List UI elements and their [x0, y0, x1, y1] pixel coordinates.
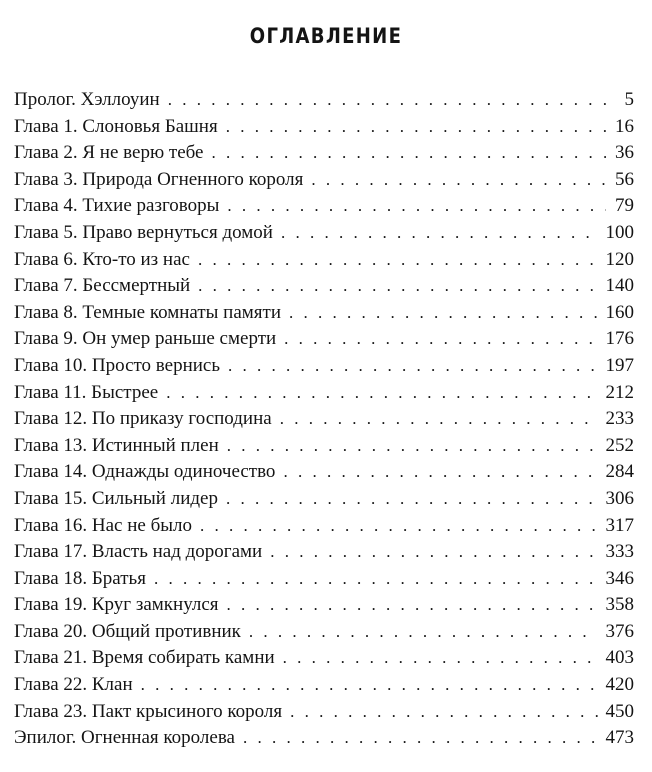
dot-leader [290, 699, 597, 726]
entry-page-number: 306 [605, 487, 634, 509]
entry-page-number: 346 [605, 567, 634, 589]
entry-title: Глава 20. Общий противник [14, 620, 241, 642]
entry-page-number: 16 [615, 115, 634, 137]
entry-page-number: 233 [605, 408, 634, 430]
toc-entry [14, 114, 634, 141]
entry-title: Глава 22. Клан [14, 674, 133, 696]
entry-title: Глава 15. Сильный лидер [14, 487, 218, 509]
toc-entry [14, 566, 634, 593]
toc-entry [14, 539, 634, 566]
toc-entry [14, 725, 634, 752]
entry-title: Глава 19. Круг замкнулся [14, 594, 219, 616]
toc-entry [14, 406, 634, 433]
entry-page-number: 420 [605, 674, 634, 696]
toc-entry [14, 167, 634, 194]
toc-entry [14, 353, 634, 380]
entry-title: Глава 18. Братья [14, 567, 146, 589]
dot-leader [141, 672, 598, 699]
page-title: ОГЛАВЛЕНИЕ [249, 24, 403, 49]
entry-page-number: 358 [605, 594, 634, 616]
toc-entry [14, 672, 634, 699]
entry-page-number: 376 [605, 620, 634, 642]
dot-leader [284, 326, 597, 353]
toc-entry [14, 87, 634, 114]
entry-page-number: 176 [605, 328, 634, 350]
toc-entry [14, 220, 634, 247]
entry-page-number: 317 [605, 514, 634, 536]
entry-title: Глава 14. Однажды одиночество [14, 461, 276, 483]
toc-entry [14, 592, 634, 619]
toc-entry [14, 459, 634, 486]
toc-entry [14, 486, 634, 513]
entry-page-number: 403 [605, 647, 634, 669]
toc-entry [14, 247, 634, 274]
dot-leader [311, 167, 606, 194]
toc-entry [14, 645, 634, 672]
entry-page-number: 160 [605, 301, 634, 323]
toc-list [14, 87, 634, 752]
entry-title: Глава 23. Пакт крысиного короля [14, 700, 283, 722]
dot-leader [166, 380, 597, 407]
dot-leader [228, 353, 597, 380]
entry-page-number: 252 [605, 434, 634, 456]
entry-title: Глава 12. По приказу господина [14, 408, 272, 430]
dot-leader [283, 459, 597, 486]
dot-leader [289, 300, 597, 327]
entry-page-number: 79 [615, 195, 634, 217]
entry-title: Пролог. Хэллоуин [14, 89, 160, 110]
dot-leader [198, 247, 598, 274]
toc-entry [14, 619, 634, 646]
entry-page-number: 36 [615, 142, 634, 164]
entry-title: Глава 16. Нас не было [14, 514, 192, 536]
entry-page-number: 450 [605, 700, 634, 722]
entry-page-number: 120 [605, 248, 634, 270]
dot-leader [168, 87, 606, 114]
entry-title: Глава 4. Тихие разговоры [14, 195, 220, 217]
entry-page-number: 212 [605, 381, 634, 403]
entry-title: Глава 5. Право вернуться домой [14, 221, 273, 243]
entry-title: Глава 8. Темные комнаты памяти [14, 301, 282, 323]
dot-leader [243, 725, 598, 752]
dot-leader [227, 433, 598, 460]
dot-leader [270, 539, 597, 566]
entry-page-number: 284 [605, 461, 634, 483]
entry-title: Глава 10. Просто вернись [14, 354, 221, 376]
toc-entry [14, 326, 634, 353]
toc-entry [14, 300, 634, 327]
dot-leader [227, 193, 606, 220]
entry-title: Глава 13. Истинный плен [14, 434, 219, 456]
dot-leader [211, 140, 606, 167]
entry-page-number: 140 [605, 275, 634, 297]
dot-leader [281, 220, 598, 247]
entry-title: Глава 1. Слоновья Башня [14, 115, 218, 137]
toc-entry [14, 273, 634, 300]
dot-leader [154, 566, 598, 593]
entry-page-number: 473 [605, 727, 634, 749]
entry-title: Глава 2. Я не верю тебе [14, 142, 204, 164]
toc-entry [14, 380, 634, 407]
toc-entry [14, 699, 634, 726]
dot-leader [226, 486, 598, 513]
entry-title: Глава 11. Быстрее [14, 381, 159, 403]
entry-title: Глава 21. Время собирать камни [14, 647, 275, 669]
entry-title: Глава 9. Он умер раньше смерти [14, 328, 277, 350]
dot-leader [249, 619, 598, 646]
dot-leader [227, 592, 598, 619]
toc-entry [14, 193, 634, 220]
toc-entry [14, 433, 634, 460]
dot-leader [280, 406, 598, 433]
entry-page-number: 333 [605, 541, 634, 563]
entry-page-number: 5 [624, 89, 634, 110]
toc-entry [14, 140, 634, 167]
entry-page-number: 100 [605, 221, 634, 243]
toc-entry [14, 513, 634, 540]
dot-leader [200, 513, 598, 540]
dot-leader [226, 114, 606, 141]
entry-title: Эпилог. Огненная королева [14, 727, 235, 749]
entry-title: Глава 7. Бессмертный [14, 275, 191, 297]
entry-page-number: 56 [615, 168, 634, 190]
entry-page-number: 197 [605, 354, 634, 376]
dot-leader [283, 645, 598, 672]
dot-leader [198, 273, 597, 300]
entry-title: Глава 6. Кто-то из нас [14, 248, 190, 270]
entry-title: Глава 3. Природа Огненного короля [14, 168, 304, 190]
entry-title: Глава 17. Власть над дорогами [14, 541, 263, 563]
